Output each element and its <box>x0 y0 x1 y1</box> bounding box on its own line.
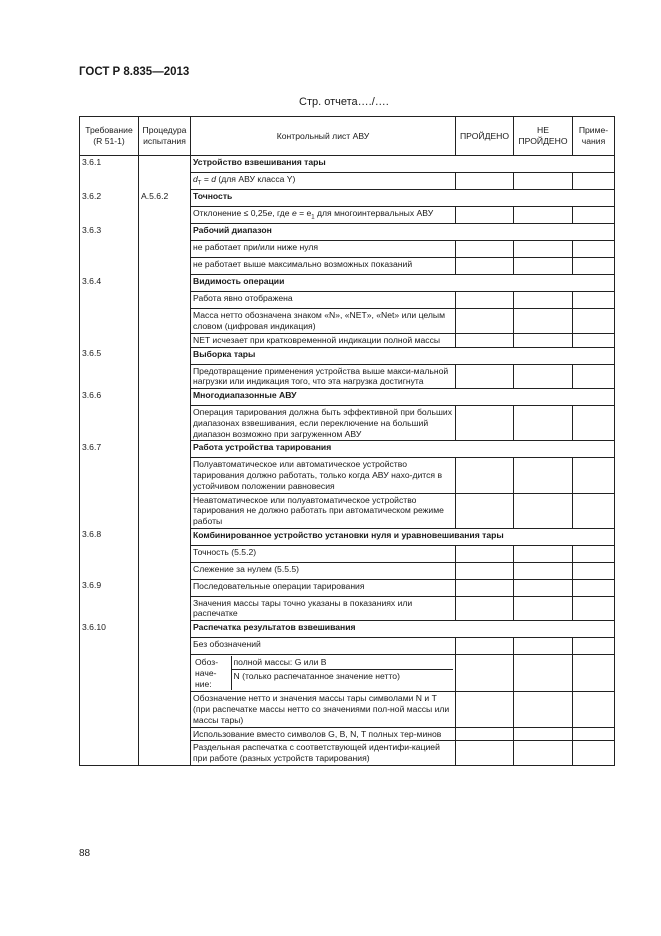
table-row <box>80 638 615 655</box>
table-row <box>80 579 615 596</box>
col-requirement-header: Требование (R 51-1) <box>80 117 139 156</box>
notes-cell[interactable] <box>573 493 615 528</box>
notes-cell[interactable] <box>573 406 615 441</box>
notes-cell[interactable] <box>573 258 615 275</box>
section-row <box>80 156 615 173</box>
notes-cell[interactable] <box>573 458 615 493</box>
section-title: Комбинированное устройство установки нуля и уравновешивания тары <box>191 528 615 545</box>
passed-checkbox[interactable] <box>456 741 514 765</box>
requirement-cell: 3.6.10 <box>80 621 139 638</box>
table-row <box>80 333 615 347</box>
passed-checkbox[interactable] <box>456 258 514 275</box>
failed-checkbox[interactable] <box>514 292 573 309</box>
notes-cell[interactable] <box>573 655 615 692</box>
notes-cell[interactable] <box>573 545 615 562</box>
checklist-item: Предотвращение применения устройства выше макси-мальной нагрузки или индикация того, что эта нагрузка достигнута <box>191 364 456 388</box>
procedure-cell <box>139 156 191 173</box>
designation-label: Обоз-наче-ние: <box>193 656 231 690</box>
section-row <box>80 389 615 406</box>
checklist-item: Слежение за нулем (5.5.5) <box>191 562 456 579</box>
table-row <box>80 258 615 275</box>
section-title: Многодиапазонные АВУ <box>191 389 615 406</box>
section-title: Рабочий диапазон <box>191 224 615 241</box>
checklist-item: Операция тарирования должна быть эффективной при больших диапазонах взвешивания, если переключение на больший диапазон возможно при загруженном АВУ <box>191 406 456 441</box>
table-row <box>80 364 615 388</box>
checklist-item: Последовательные операции тарирования <box>191 579 456 596</box>
failed-checkbox[interactable] <box>514 173 573 190</box>
notes-cell[interactable] <box>573 562 615 579</box>
table-row <box>80 741 615 765</box>
requirement-cell: 3.6.3 <box>80 224 139 241</box>
failed-checkbox[interactable] <box>514 655 573 692</box>
notes-cell[interactable] <box>573 579 615 596</box>
section-row <box>80 275 615 292</box>
section-row <box>80 190 615 207</box>
col-passed-header: ПРОЙДЕНО <box>456 117 514 156</box>
checklist-item: Масса нетто обозначена знаком «N», «NET», «Net» или целым словом (цифровая индикация) <box>191 309 456 333</box>
checklist-item: не работает при/или ниже нуля <box>191 241 456 258</box>
passed-checkbox[interactable] <box>456 727 514 741</box>
section-row <box>80 224 615 241</box>
section-title: Видимость операции <box>191 275 615 292</box>
table-row <box>80 207 615 224</box>
checklist-table <box>79 116 615 766</box>
section-row <box>80 528 615 545</box>
notes-cell[interactable] <box>573 333 615 347</box>
failed-checkbox[interactable] <box>514 364 573 388</box>
table-row <box>80 596 615 620</box>
passed-checkbox[interactable] <box>456 493 514 528</box>
notes-cell[interactable] <box>573 638 615 655</box>
notes-cell[interactable] <box>573 309 615 333</box>
checklist-item: Значения массы тары точно указаны в показаниях или распечатке <box>191 596 456 620</box>
section-title: Выборка тары <box>191 347 615 364</box>
table-row <box>80 692 615 727</box>
notes-cell[interactable] <box>573 741 615 765</box>
notes-cell[interactable] <box>573 241 615 258</box>
designation-net: N (только распечатанное значение нетто) <box>231 670 453 691</box>
requirement-cell: 3.6.6 <box>80 389 139 406</box>
failed-checkbox[interactable] <box>514 207 573 224</box>
table-header-row <box>80 117 615 156</box>
section-row <box>80 347 615 364</box>
page-number: 88 <box>79 848 91 859</box>
failed-checkbox[interactable] <box>514 493 573 528</box>
section-title: Работа устройства тарирования <box>191 441 615 458</box>
checklist-item: Использование вместо символов G, B, N, T полных тер-минов <box>191 727 456 741</box>
failed-checkbox[interactable] <box>514 333 573 347</box>
passed-checkbox[interactable] <box>456 638 514 655</box>
passed-checkbox[interactable] <box>456 545 514 562</box>
failed-checkbox[interactable] <box>514 258 573 275</box>
failed-checkbox[interactable] <box>514 741 573 765</box>
passed-checkbox[interactable] <box>456 562 514 579</box>
table-row <box>80 292 615 309</box>
passed-checkbox[interactable] <box>456 692 514 727</box>
table-row <box>80 309 615 333</box>
requirement-cell: 3.6.2 <box>80 190 139 207</box>
procedure-cell: А.5.6.2 <box>139 190 191 207</box>
table-row <box>80 458 615 493</box>
standard-title: ГОСТ Р 8.835—2013 <box>79 66 190 78</box>
passed-checkbox[interactable] <box>456 173 514 190</box>
table-row <box>80 406 615 441</box>
requirement-cell: 3.6.8 <box>80 528 139 545</box>
passed-checkbox[interactable] <box>456 596 514 620</box>
failed-checkbox[interactable] <box>514 562 573 579</box>
col-checklist-header: Контрольный лист АВУ <box>191 117 456 156</box>
failed-checkbox[interactable] <box>514 727 573 741</box>
failed-checkbox[interactable] <box>514 692 573 727</box>
notes-cell[interactable] <box>573 173 615 190</box>
designation-subtable <box>193 656 453 690</box>
report-page-label: Стр. отчета…./…. <box>299 96 389 108</box>
designation-cell <box>191 655 456 692</box>
checklist-item: Работа явно отображена <box>191 292 456 309</box>
requirement-cell: 3.6.5 <box>80 347 139 364</box>
checklist-item: не работает выше максимально возможных показаний <box>191 258 456 275</box>
passed-checkbox[interactable] <box>456 655 514 692</box>
notes-cell[interactable] <box>573 207 615 224</box>
checklist-item: Обозначение нетто и значения массы тары символами N и T (при распечатке массы нетто со значениями пол-ной массы или массы тары) <box>191 692 456 727</box>
failed-checkbox[interactable] <box>514 545 573 562</box>
passed-checkbox[interactable] <box>456 406 514 441</box>
table-row <box>80 241 615 258</box>
notes-cell[interactable] <box>573 596 615 620</box>
requirement-cell: 3.6.1 <box>80 156 139 173</box>
notes-cell[interactable] <box>573 692 615 727</box>
failed-checkbox[interactable] <box>514 309 573 333</box>
failed-checkbox[interactable] <box>514 638 573 655</box>
requirement-cell: 3.6.4 <box>80 275 139 292</box>
designation-gross: полной массы: G или B <box>231 656 453 670</box>
checklist-item: Раздельная распечатка с соответствующей идентифи-кацией при работе (разных устройств тарирования) <box>191 741 456 765</box>
table-row <box>80 545 615 562</box>
section-title: Распечатка результатов взвешивания <box>191 621 615 638</box>
requirement-cell: 3.6.9 <box>80 579 139 596</box>
checklist-item: Полуавтоматическое или автоматическое устройство тарирования должно работать, только когда АВУ нахо-дится в устойчивом положении равновесия <box>191 458 456 493</box>
table-row <box>80 655 615 692</box>
checklist-item: $d_T = d$ (для АВУ класса Y) <box>191 173 456 190</box>
col-procedure-header: Процедура испытания <box>139 117 191 156</box>
notes-cell[interactable] <box>573 364 615 388</box>
failed-checkbox[interactable] <box>514 596 573 620</box>
passed-checkbox[interactable] <box>456 579 514 596</box>
checklist-item: Отклонение ≤ 0,25e, где $e = e_1$ для многоинтервальных АВУ <box>191 207 456 224</box>
passed-checkbox[interactable] <box>456 309 514 333</box>
table-row <box>80 727 615 741</box>
table-row <box>80 493 615 528</box>
section-row <box>80 621 615 638</box>
section-row <box>80 441 615 458</box>
passed-checkbox[interactable] <box>456 207 514 224</box>
notes-cell[interactable] <box>573 292 615 309</box>
failed-checkbox[interactable] <box>514 406 573 441</box>
passed-checkbox[interactable] <box>456 458 514 493</box>
passed-checkbox[interactable] <box>456 292 514 309</box>
notes-cell[interactable] <box>573 727 615 741</box>
col-notes-header: Приме-чания <box>573 117 615 156</box>
table-row <box>80 173 615 190</box>
section-title: Точность <box>191 190 615 207</box>
failed-checkbox[interactable] <box>514 241 573 258</box>
checklist-item: Неавтоматическое или полуавтоматическое устройство тарирования не должно работать при автоматическом режиме работы <box>191 493 456 528</box>
checklist-item: Без обозначений <box>191 638 456 655</box>
passed-checkbox[interactable] <box>456 333 514 347</box>
passed-checkbox[interactable] <box>456 241 514 258</box>
failed-checkbox[interactable] <box>514 579 573 596</box>
failed-checkbox[interactable] <box>514 458 573 493</box>
passed-checkbox[interactable] <box>456 364 514 388</box>
checklist-item: NET исчезает при кратковременной индикации полной массы <box>191 333 456 347</box>
section-title: Устройство взвешивания тары <box>191 156 615 173</box>
checklist-item: Точность (5.5.2) <box>191 545 456 562</box>
col-failed-header: НЕ ПРОЙДЕНО <box>514 117 573 156</box>
table-row <box>80 562 615 579</box>
requirement-cell: 3.6.7 <box>80 441 139 458</box>
